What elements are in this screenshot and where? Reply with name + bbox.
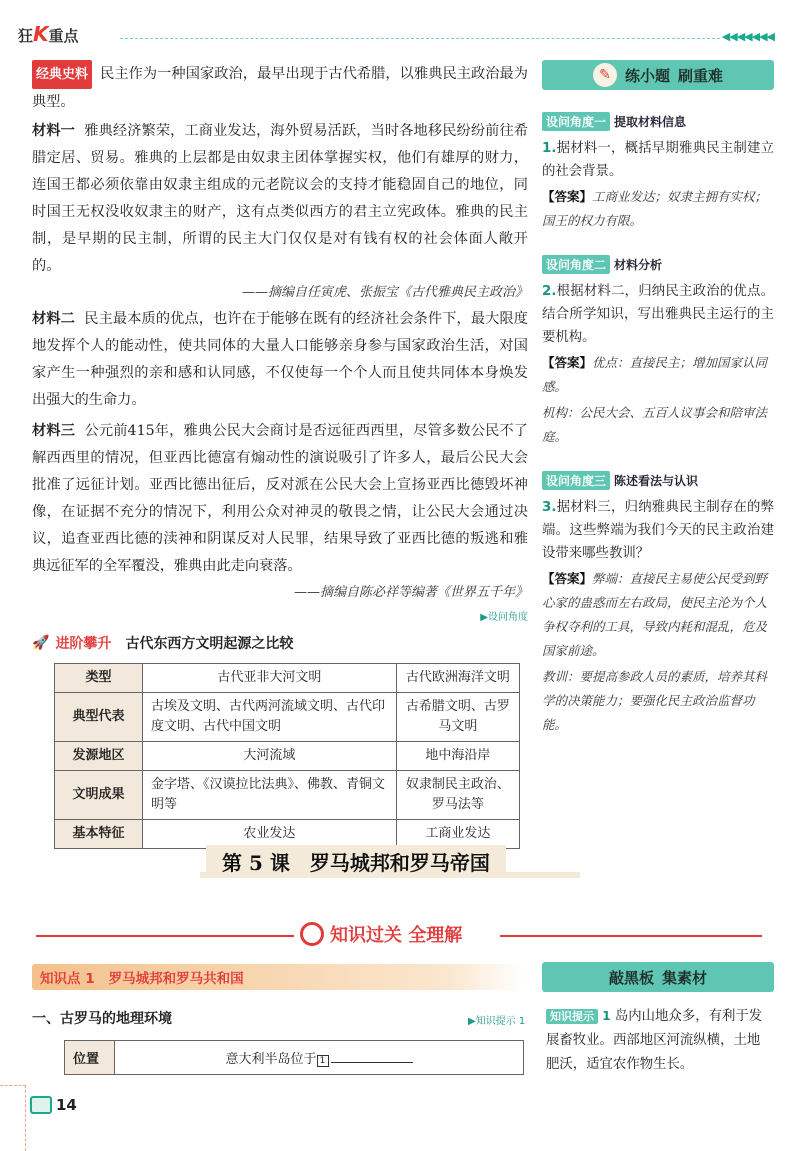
practice-panel	[542, 60, 774, 737]
angle-box: 设问角度三	[542, 471, 610, 490]
material-label: 材料三	[32, 423, 76, 439]
knowledge-point-bar	[32, 964, 524, 990]
material-3-source: ——摘编自陈必祥等编著《世界五千年》	[293, 585, 528, 600]
page-number	[30, 1096, 77, 1114]
blank-number: 1	[317, 1055, 329, 1067]
table-cell: 古埃及文明、古代两河流域文明、古代印度文明、古代中国文明	[143, 693, 397, 742]
answer-1	[542, 185, 774, 233]
fill-blank[interactable]	[331, 1062, 413, 1063]
circle-icon	[300, 922, 324, 946]
design-angle-link[interactable]: ▶设问角度	[480, 612, 528, 623]
question-1	[542, 137, 774, 183]
question-number: 1.	[542, 141, 557, 156]
row-header: 类型	[55, 664, 143, 693]
question-2	[542, 280, 774, 349]
material-3	[32, 418, 528, 580]
row-header: 位置	[65, 1041, 115, 1075]
answer-2	[542, 351, 774, 399]
row-header: 文明成果	[55, 771, 143, 820]
knowledge-point-title: 罗马城邦和罗马共和国	[108, 971, 244, 987]
material-1-source: ——摘编自任寅虎、张振宝《古代雅典民主政治》	[241, 285, 528, 300]
question-text: 据材料三，归纳雅典民主制存在的弊端。这些弊端为我们今天的民主政治建设带来哪些教训？	[542, 500, 774, 561]
advanced-title: 古代东西方文明起源之比较	[125, 636, 294, 652]
intro-paragraph	[32, 60, 528, 116]
answer-3-extra: 教训：要提高参政人员的素质，培养其科学的决策能力；要强化民主政治监督功能。	[542, 669, 768, 732]
practice-title-b: 刷重难	[678, 66, 724, 85]
answer-label: 【答案】	[542, 355, 593, 370]
table-row	[55, 664, 520, 693]
blackboard-header	[542, 962, 774, 992]
comparison-table	[54, 663, 520, 849]
knowledge-point-label: 知识点 1	[40, 971, 95, 987]
practice-title-a: 练小题	[624, 66, 670, 85]
material-text: 民主最本质的优点，也许在于能够在既有的经济社会条件下，最大限度地发挥个人的能动性，使共同体的大量人口能够亲身参与国家政治生活，对国家产生一种强烈的亲和感和认同感，不仅使每一个个人而且使共同体本身焕发出强大的生命力。	[32, 311, 528, 408]
table-cell	[115, 1041, 524, 1075]
row-header: 发源地区	[55, 742, 143, 771]
divider-right	[500, 935, 762, 937]
brand-char: 狂	[18, 27, 34, 45]
angle-box: 设问角度一	[542, 112, 610, 131]
row-header: 典型代表	[55, 693, 143, 742]
angle-text: 材料分析	[614, 258, 663, 272]
material-text: 雅典经济繁荣，工商业发达，海外贸易活跃，当时各地移民纷纷前往希腊定居、贸易。雅典的上层都是由奴隶主团体掌握实权，他们有雄厚的财力，连国王都必须依靠由奴隶主组成的元老院议会的支持才能稳固自己的地位，同时国王无权没收奴隶主的财产，这有点类似西方的君主立宪政体。雅典的民主制，是早期的民主制，所谓的民主大门仅仅是对有钱有权的社会体面人敞开的。	[32, 123, 528, 274]
header-divider	[120, 38, 720, 39]
answer-text: 工商业发达；奴隶主拥有实权；国王的权力有限。	[542, 189, 768, 228]
brand-text: 重点	[48, 27, 79, 45]
answer-label: 【答案】	[542, 189, 593, 204]
answer-label: 【答案】	[542, 571, 593, 586]
position-text: 意大利半岛位于	[225, 1052, 317, 1067]
material-label: 材料二	[32, 311, 75, 327]
knowledge-hint-box: 知识提示	[546, 1009, 598, 1024]
material-text: 公元前415年，雅典公民大会商讨是否远征西西里，尽管多数公民不了解西西里的情况，但亚西比德富有煽动性的演说吸引了许多人，最后公民大会批准了远征计划。亚西比德出征后，反对派在公民大会上宣扬亚西比德毁坏神像，在证据不充分的情况下，利用公众对神灵的敬畏之情，让公民大会通过决议，追查亚西比德的渎神和阴谋反对人民罪，结果导致了亚西比德的叛逃和雅典远征军的全军覆没，雅典由此走向衰落。	[32, 423, 528, 574]
position-table	[64, 1040, 524, 1075]
table-row	[55, 742, 520, 771]
blackboard-title-b: 集素材	[662, 968, 708, 987]
table-cell: 古代亚非大河文明	[143, 664, 397, 693]
brand-k: K	[33, 22, 49, 46]
question-angle-1	[542, 112, 774, 131]
practice-header	[542, 60, 774, 90]
table-cell: 金字塔、《汉谟拉比法典》、佛教、青铜文明等	[143, 771, 397, 820]
advanced-label: 进阶攀升	[55, 636, 112, 652]
corner-decoration	[0, 1085, 26, 1151]
answer-text: 优点：直接民主；增加国家认同感。	[542, 355, 768, 394]
answer-3	[542, 567, 774, 663]
question-text: 据材料一，概括早期雅典民主制建立的社会背景。	[542, 141, 774, 179]
table-cell: 古希腊文明、古罗马文明	[396, 693, 519, 742]
hint-number: 1	[602, 1009, 611, 1023]
student-icon: ✎	[593, 63, 617, 87]
knowledge-hint-link[interactable]: ▶知识提示 1	[468, 1016, 526, 1027]
knowledge-gate-heading	[300, 921, 462, 947]
brand-logo	[18, 22, 79, 46]
table-row	[55, 693, 520, 742]
question-angle-3	[542, 471, 774, 490]
table-cell: 地中海沿岸	[396, 742, 519, 771]
answer-text: 弊端：直接民主易使公民受到野心家的蛊惑而左右政局，使民主沦为个人争权夺利的工具，导致内耗和混乱，危及国家前途。	[542, 571, 768, 658]
table-row	[65, 1041, 524, 1075]
angle-text: 陈述看法与认识	[614, 474, 699, 488]
intro-text: 民主作为一种国家政治，最早出现于古代希腊，以雅典民主政治最为典型。	[32, 66, 528, 110]
blackboard-title-a: 敲黑板	[608, 968, 654, 987]
question-3	[542, 496, 774, 565]
table-cell: 工商业发达	[396, 820, 519, 849]
table-row	[55, 771, 520, 820]
book-icon	[30, 1096, 52, 1114]
row-header: 基本特征	[55, 820, 143, 849]
lesson-title: 第 5 课 罗马城邦和罗马帝国	[206, 845, 506, 878]
table-cell: 奴隶制民主政治、罗马法等	[396, 771, 519, 820]
answer-2-extra: 机构：公民大会、五百人议事会和陪审法庭。	[542, 405, 768, 444]
blackboard-text: 岛内山地众多，有利于发展畜牧业。西部地区河流纵横，土地肥沃，适宜农作物生长。	[546, 1009, 763, 1072]
material-label: 材料一	[32, 123, 75, 139]
page-number-text: 14	[56, 1096, 77, 1114]
blackboard-body	[546, 1004, 772, 1077]
question-number: 2.	[542, 284, 557, 299]
table-cell: 大河流域	[143, 742, 397, 771]
advanced-heading	[32, 633, 528, 653]
classic-source-tag: 经典史料	[32, 60, 92, 89]
section-heading: 一、古罗马的地理环境	[32, 1011, 172, 1027]
angle-box: 设问角度二	[542, 255, 610, 274]
question-angle-2	[542, 255, 774, 274]
table-cell: 古代欧洲海洋文明	[396, 664, 519, 693]
header-arrows: ◀◀◀◀◀◀◀	[721, 30, 774, 43]
question-number: 3.	[542, 500, 557, 515]
rocket-icon: 🚀	[32, 635, 50, 651]
question-text: 根据材料二，归纳民主政治的优点。结合所学知识，写出雅典民主运行的主要机构。	[542, 284, 774, 345]
knowledge-gate-text: 知识过关 全理解	[330, 925, 463, 946]
table-cell: 农业发达	[143, 820, 397, 849]
material-1	[32, 118, 528, 280]
divider-left	[36, 935, 294, 937]
main-column	[32, 60, 528, 849]
material-2	[32, 306, 528, 414]
angle-text: 提取材料信息	[614, 115, 687, 129]
